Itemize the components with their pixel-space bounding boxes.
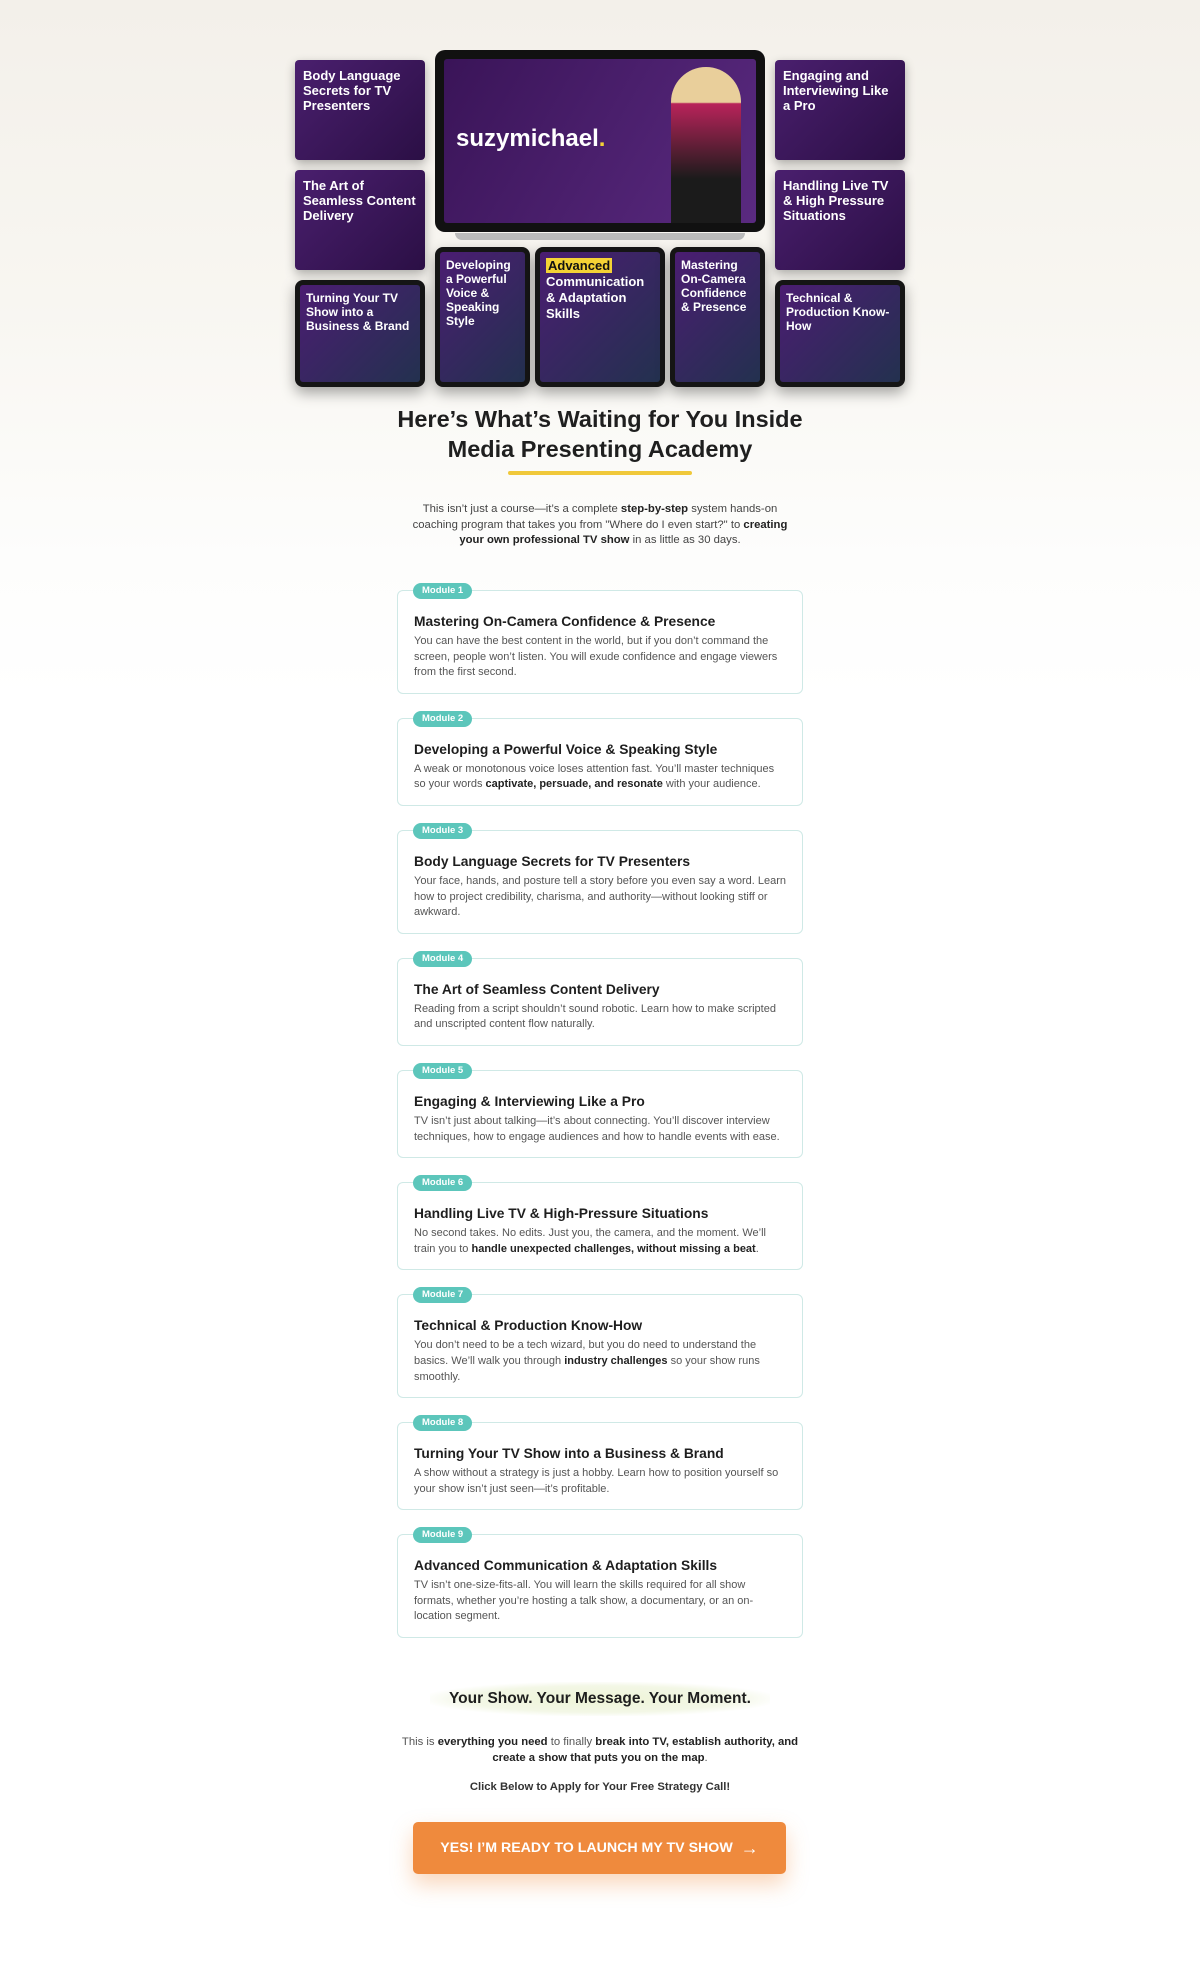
cta-label: YES! I’M READY TO LAUNCH MY TV SHOW [440, 1840, 733, 1856]
module-card [397, 1177, 803, 1270]
module-card [397, 585, 803, 694]
module-card [397, 1417, 803, 1510]
module-list [397, 585, 803, 1662]
module-badge: Module 5 [413, 1063, 472, 1079]
intro-paragraph: This isn’t just a course—it’s a complete step-by-step system hands-on coaching program that takes you from "Where do I even start?" to creating your own professional TV show in as little as 30 days. [412, 503, 788, 547]
module-badge: Module 8 [413, 1415, 472, 1431]
module-description: Reading from a script shouldn’t sound robotic. Learn how to make scripted and unscripted content flow naturally. [414, 1002, 776, 1031]
heading-underline [508, 471, 692, 475]
module-description: You can have the best content in the world, but if you don’t command the screen, people won’t listen. You will exude confidence and engage viewers from the first second. [414, 635, 778, 679]
module-description: A show without a strategy is just a hobby. Learn how to position yourself so your show isn’t just seen—it’s profitable. [414, 1467, 779, 1495]
product-box: Handling Live TV & High Pressure Situations [775, 170, 905, 270]
module-description: TV isn’t one-size-fits-all. You will learn the skills required for all show formats, whether you’re hosting a talk show, a documentary, or an on-location segment. [414, 1579, 754, 1623]
cta-prompt: Click Below to Apply for Your Free Strategy Call! [469, 1781, 731, 1793]
module-description: TV isn’t just about talking—it’s about connecting. You’ll discover interview techniques, how to engage audiences and how to handle events with ease. [414, 1114, 780, 1143]
module-badge: Module 1 [413, 583, 472, 599]
module-title: Advanced Communication & Adaptation Skills [414, 1558, 718, 1574]
module-description: A weak or monotonous voice loses attention fast. You’ll master techniques so your words captivate, persuade, and resonate with your audience. [414, 762, 775, 791]
module-card [397, 824, 803, 934]
module-badge: Module 9 [413, 1527, 472, 1543]
module-badge: Module 4 [413, 951, 472, 967]
module-title: Mastering On-Camera Confidence & Presence [414, 614, 716, 629]
module-badge: Module 6 [413, 1175, 472, 1191]
tablet-mockup: Developing a Powerful Voice & Speaking Style [435, 247, 530, 387]
module-badge: Module 2 [413, 711, 472, 727]
module-card [397, 1529, 803, 1638]
module-title: The Art of Seamless Content Delivery [414, 981, 660, 997]
laptop-mockup [435, 50, 765, 232]
closing-paragraph: This is everything you need to finally break into TV, establish authority, and create a show that puts you on the map. [401, 1736, 799, 1764]
tagline: Your Show. Your Message. Your Moment. [430, 1682, 770, 1716]
launch-tv-show-button[interactable] [413, 1822, 786, 1874]
tablet-mockup: Mastering On-Camera Confidence & Presence [670, 247, 765, 387]
module-description: Your face, hands, and posture tell a story before you even say a word. Learn how to project credibility, charisma, and authority—without looking stiff or awkward. [414, 874, 786, 919]
module-card [397, 712, 803, 806]
presenter-photo [671, 67, 741, 223]
brand-logo: suzymichael. [456, 125, 606, 152]
module-title: Turning Your TV Show into a Business & Brand [414, 1446, 724, 1462]
module-description: You don’t need to be a tech wizard, but you do need to understand the basics. We’ll walk you through industry challenges so your show runs smoothly. [414, 1339, 760, 1383]
tablet-mockup: Technical & Production Know-How [775, 280, 905, 387]
module-description: No second takes. No edits. Just you, the camera, and the moment. We’ll train you to handle unexpected challenges, without missing a beat. [414, 1227, 766, 1255]
module-badge: Module 3 [413, 823, 472, 839]
module-title: Handling Live TV & High-Pressure Situations [414, 1206, 709, 1222]
module-title: Body Language Secrets for TV Presenters [414, 853, 691, 869]
module-card [397, 1289, 803, 1398]
module-badge: Module 7 [413, 1287, 472, 1303]
arrow-right-icon: → [740, 1837, 759, 1858]
laptop-base [455, 233, 745, 240]
product-box: The Art of Seamless Content Delivery [295, 170, 425, 270]
module-title: Developing a Powerful Voice & Speaking Style [414, 741, 718, 757]
module-title: Engaging & Interviewing Like a Pro [414, 1093, 645, 1109]
tablet-mockup: Advanced Communication & Adaptation Skills [535, 247, 665, 387]
module-card [397, 1064, 803, 1158]
section-heading: Here’s What’s Waiting for You Inside Media Presenting Academy [397, 406, 803, 462]
module-card [397, 952, 803, 1046]
course-product-mockup [295, 50, 905, 395]
tablet-mockup: Turning Your TV Show into a Business & Brand [295, 280, 425, 387]
product-box: Body Language Secrets for TV Presenters [295, 60, 425, 160]
product-box: Engaging and Interviewing Like a Pro [775, 60, 905, 160]
module-title: Technical & Production Know-How [414, 1318, 643, 1334]
